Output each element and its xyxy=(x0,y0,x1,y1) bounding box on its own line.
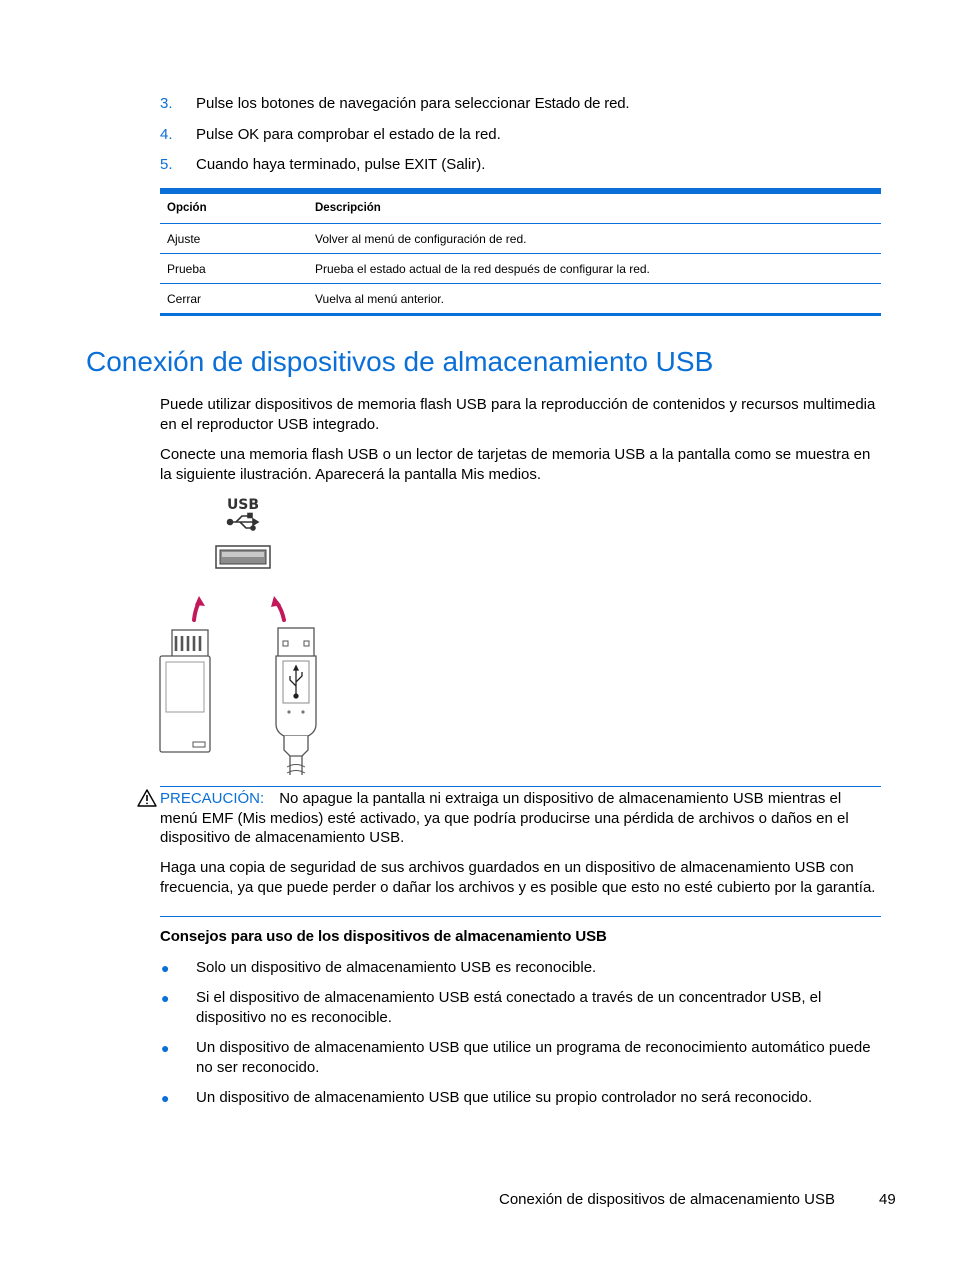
table-cell: Vuelva al menú anterior. xyxy=(315,292,444,306)
usb-flash-drive-icon xyxy=(160,630,210,752)
table-row xyxy=(160,284,881,314)
insert-arrow-icon xyxy=(195,596,205,606)
bullet-dot: ● xyxy=(161,1090,170,1106)
step-keyword: Estado de red xyxy=(534,95,626,112)
step-text: Pulse los botones de navegación para seleccionar xyxy=(196,95,535,112)
step-text: (Salir). xyxy=(437,156,486,173)
list-item xyxy=(160,988,882,1028)
step-text: . xyxy=(625,95,630,112)
step-number: 4. xyxy=(160,126,173,143)
step-keyword: EXIT xyxy=(404,156,438,173)
list-item xyxy=(160,1088,882,1108)
usb-port-icon xyxy=(216,546,270,568)
table-cell: Prueba xyxy=(167,262,206,276)
usb-symbol-icon xyxy=(228,514,259,531)
bullet-dot: ● xyxy=(161,990,170,1006)
table-row xyxy=(160,254,881,284)
table-cell: Volver al menú de configuración de red. xyxy=(315,232,527,246)
usb-connection-illustration xyxy=(150,490,330,785)
insert-arrow-icon xyxy=(194,602,284,620)
caution-text: No apague la pantalla ni extraiga un dispositivo de almacenamiento USB mientras el menú EMF (Mis medios) esté activado, ya que podría producirse una pérdida de archivos o daños en el dispositivo de almacenamiento USB. xyxy=(160,790,849,846)
table-header-row xyxy=(160,194,881,224)
list-item-text: Solo un dispositivo de almacenamiento USB es reconocible. xyxy=(196,959,597,976)
caution-bottom-rule xyxy=(160,916,881,917)
list-item-text: Un dispositivo de almacenamiento USB que utilice su propio controlador no será reconocido. xyxy=(196,1089,813,1106)
table-cell: Cerrar xyxy=(167,292,202,306)
intro-paragraph: Puede utilizar dispositivos de memoria flash USB para la reproducción de contenidos y recursos multimedia en el reproductor USB integrado. xyxy=(160,396,876,433)
bullet-dot: ● xyxy=(161,960,170,976)
caution-paragraph xyxy=(160,789,882,848)
list-item xyxy=(160,1038,882,1078)
list-item-text: Un dispositivo de almacenamiento USB que utilice un programa de reconocimiento automático puede no ser reconocido. xyxy=(196,1039,871,1076)
page-number: 49 xyxy=(879,1191,896,1208)
step-number: 5. xyxy=(160,156,173,173)
bullet-dot: ● xyxy=(161,1040,170,1056)
list-item-text: Si el dispositivo de almacenamiento USB está conectado a través de un concentrador USB, el dispositivo no es reconocible. xyxy=(196,989,822,1026)
table-row xyxy=(160,224,881,254)
options-table xyxy=(160,188,881,316)
step-text: Cuando haya terminado, pulse xyxy=(196,156,405,173)
caution-label: PRECAUCIÓN: xyxy=(160,790,265,807)
step-text: para comprobar el estado de la red. xyxy=(258,126,501,143)
footer-title: Conexión de dispositivos de almacenamiento USB xyxy=(499,1191,836,1208)
step-keyword: OK xyxy=(237,126,259,143)
table-cell: Prueba el estado actual de la red después de configurar la red. xyxy=(315,262,650,276)
warning-triangle-icon xyxy=(137,789,157,807)
usb-port-label: USB xyxy=(226,497,260,513)
step-number: 3. xyxy=(160,95,173,112)
column-header: Opción xyxy=(167,202,207,214)
tips-heading: Consejos para uso de los dispositivos de almacenamiento USB xyxy=(160,928,607,945)
instruction-paragraph: Conecte una memoria flash USB o un lector de tarjetas de memoria USB a la pantalla como se muestra en la siguiente ilustración. Aparecerá la pantalla Mis medios. xyxy=(160,446,871,483)
list-item xyxy=(160,958,882,978)
section-title: Conexión de dispositivos de almacenamiento USB xyxy=(86,346,714,377)
step-text: Pulse xyxy=(196,126,238,143)
backup-paragraph: Haga una copia de seguridad de sus archivos guardados en un dispositivo de almacenamiento USB con frecuencia, ya que puede perder o dañar los archivos y es posible que esto no esté cubierto por la garantía. xyxy=(160,859,876,896)
table-cell: Ajuste xyxy=(167,232,201,246)
usb-cable-plug-icon xyxy=(276,628,316,775)
caution-top-rule xyxy=(160,786,881,787)
column-header: Descripción xyxy=(315,202,381,214)
